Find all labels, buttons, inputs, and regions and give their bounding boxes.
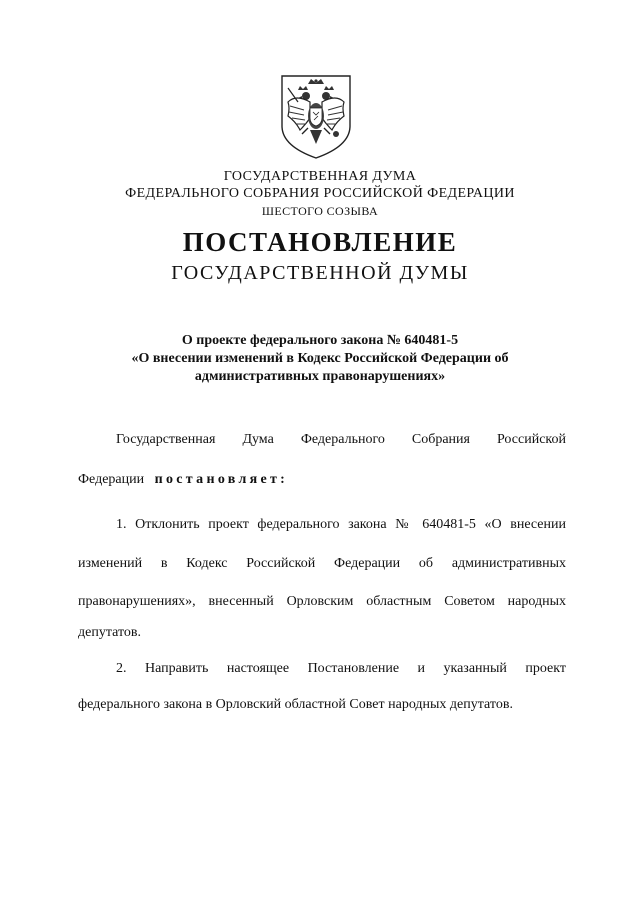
convocation: ШЕСТОГО СОЗЫВА bbox=[261, 204, 379, 218]
preamble-line-1: Государственная Дума Федерального Собрания Российской bbox=[116, 432, 566, 447]
preamble-text: Федерации bbox=[78, 472, 145, 487]
subject-line-2: «О внесении изменений в Кодекс Российской Федерации об bbox=[131, 351, 509, 366]
org-name-line2: ФЕДЕРАЛЬНОГО СОБРАНИЯ РОССИЙСКОЙ ФЕДЕРАЦИИ bbox=[125, 186, 515, 201]
russian-coat-of-arms-icon bbox=[276, 72, 356, 162]
item-1-line-2: изменений в Кодекс Российской Федерации об административных bbox=[78, 556, 566, 571]
document-issuer: ГОСУДАРСТВЕННОЙ ДУМЫ bbox=[171, 262, 469, 284]
subject-line-3: административных правонарушениях» bbox=[194, 369, 446, 384]
item-1-line-1: 1. Отклонить проект федерального закона № 640481-5 «О внесении bbox=[116, 517, 566, 532]
item-1-line-3: правонарушениях», внесенный Орловским областным Советом народных bbox=[78, 594, 566, 609]
item-2-line-1: 2. Направить настоящее Постановление и указанный проект bbox=[116, 661, 566, 676]
item-2-line-2: федерального закона в Орловский областной Совет народных депутатов. bbox=[78, 697, 513, 712]
document-type-title: ПОСТАНОВЛЕНИЕ bbox=[182, 227, 458, 257]
item-1-line-4: депутатов. bbox=[78, 625, 142, 640]
resolves-word: постановляет: bbox=[154, 472, 289, 487]
preamble-line-2 bbox=[78, 471, 288, 489]
org-name-line1: ГОСУДАРСТВЕННАЯ ДУМА bbox=[223, 169, 417, 184]
subject-line-1: О проекте федерального закона № 640481-5 bbox=[181, 333, 459, 348]
